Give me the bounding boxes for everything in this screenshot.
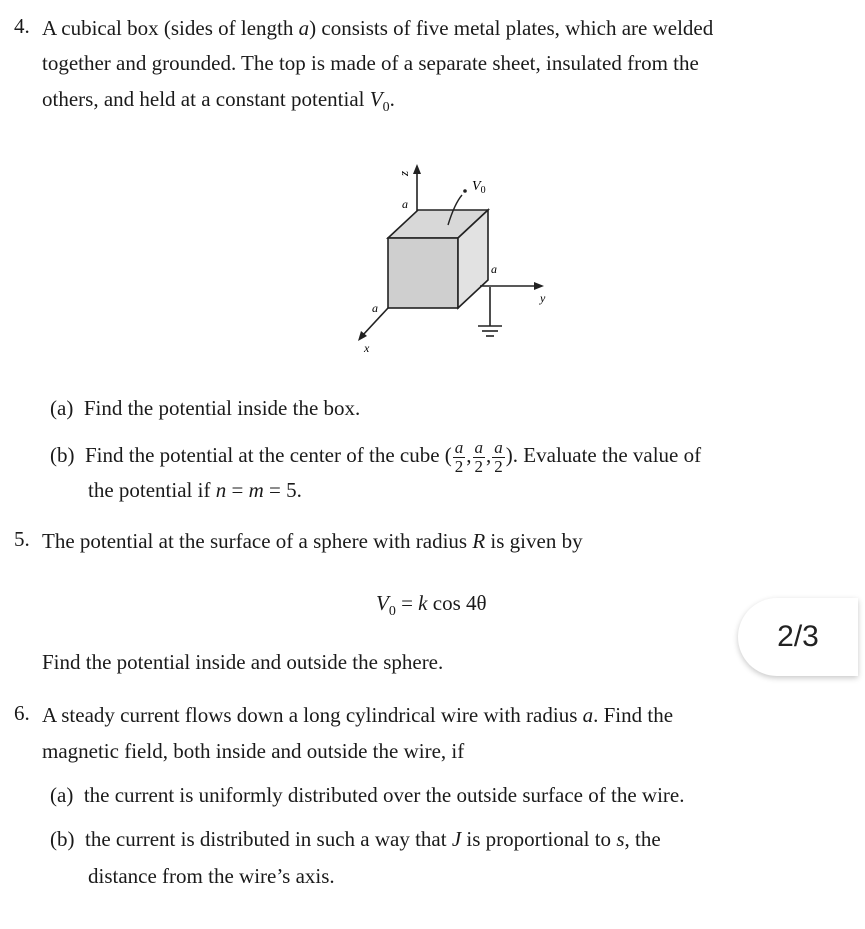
problem-6-part-b: (b) the current is distributed in such a way that J is proportional to s, the	[50, 827, 661, 851]
page-indicator-badge: 2/3	[738, 598, 858, 676]
z-axis-arrow	[413, 164, 421, 174]
problem-4-line-3: others, and held at a constant potential $V_0$.	[42, 87, 395, 116]
problem-4-line-1: A cubical box (sides of length a) consists of five metal plates, which are welded	[42, 16, 714, 40]
label-a-left: a	[372, 301, 378, 315]
problem-6-part-a: (a) the current is uniformly distributed over the outside surface of the wire.	[50, 783, 685, 807]
label-z: z	[396, 170, 411, 176]
problem-4-number: 4.	[14, 14, 30, 38]
fraction-a-over-2: $\frac{a}{2}$	[454, 437, 464, 476]
problem-5-number: 5.	[14, 527, 30, 551]
problem-4-part-b-line-2: the potential if n = m = 5.	[88, 478, 302, 502]
problem-4-part-a: (a) Find the potential inside the box.	[50, 396, 361, 420]
problem-5-equation: $V_0 = k$ cos 4θ	[376, 591, 487, 620]
problem-6-line-1: A steady current flows down a long cylindrical wire with radius a. Find the	[42, 703, 674, 727]
fraction-a-over-2: $\frac{a}{2}$	[494, 437, 503, 476]
problem-5-line-2: Find the potential inside and outside the sphere.	[42, 650, 444, 674]
label-a-right: a	[491, 262, 497, 276]
cube-figure	[340, 150, 560, 360]
problem-4-line-2: together and grounded. The top is made of a separate sheet, insulated from the	[42, 51, 699, 75]
fraction-a-over-2: $\frac{a}{2}$	[474, 437, 484, 476]
problem-6-line-2: magnetic field, both inside and outside the wire, if	[42, 739, 465, 763]
problem-6-number: 6.	[14, 701, 30, 725]
problem-6-part-b-line-2: distance from the wire’s axis.	[88, 864, 335, 888]
problem-4-part-b: (b) Find the potential at the center of the cube ( $\frac{a}{2}$ , $\frac{a}{2}$ , $\frac{a}{2}$ ). Evaluate the value of	[50, 437, 702, 476]
label-v0: $V_0$	[472, 179, 486, 196]
label-a-top: a	[402, 197, 408, 211]
problem-5-line-1: The potential at the surface of a sphere with radius R is given by	[42, 529, 583, 553]
label-y: y	[540, 291, 546, 305]
label-x: x	[364, 341, 370, 355]
cube-front-face	[388, 238, 458, 308]
y-axis-arrow	[534, 282, 544, 290]
v0-terminal	[463, 189, 467, 193]
